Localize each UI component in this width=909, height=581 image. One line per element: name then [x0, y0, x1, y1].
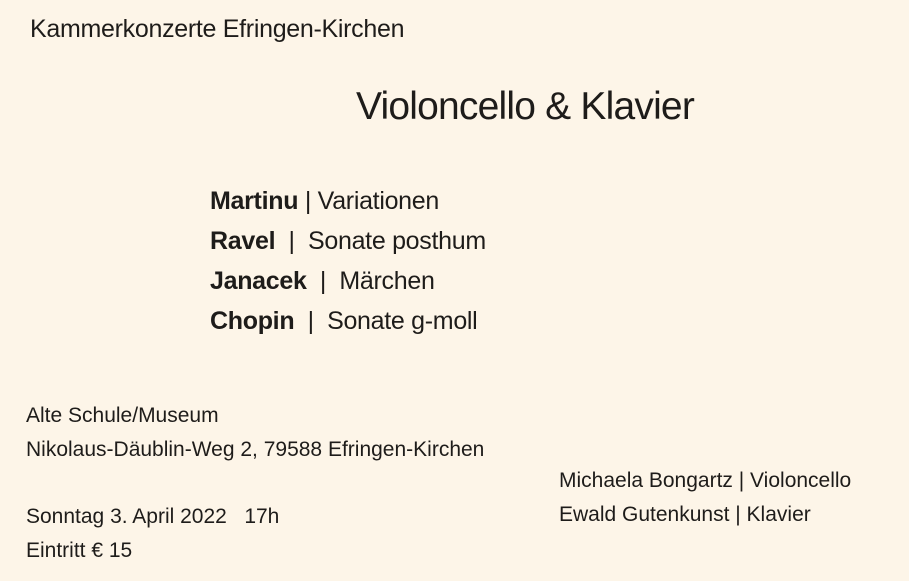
program-item — [210, 181, 486, 221]
performer-cello: Michaela Bongartz | Violoncello — [559, 469, 852, 492]
composer-name: Chopin — [210, 307, 295, 335]
event-details-block — [26, 500, 279, 568]
program-item — [210, 261, 486, 301]
performer-piano: Ewald Gutenkunst | Klavier — [559, 503, 811, 526]
concert-date: Sonntag 3. April 2022 17h — [26, 505, 280, 528]
composer-name: Martinu — [210, 187, 299, 215]
composer-name: Janacek — [210, 267, 307, 295]
work-title: Märchen — [339, 267, 435, 295]
program-separator: | — [306, 267, 340, 295]
program-list — [210, 181, 486, 341]
performers-block — [559, 464, 851, 532]
composer-name: Ravel — [210, 227, 276, 255]
work-title: Variationen — [317, 187, 439, 215]
concert-title: Violoncello & Klavier — [356, 85, 695, 128]
series-title: Kammerkonzerte Efringen-Kirchen — [30, 15, 405, 43]
program-separator: | — [298, 187, 318, 215]
venue-block — [26, 399, 484, 467]
program-item — [210, 301, 486, 341]
program-separator: | — [294, 307, 328, 335]
venue-name: Alte Schule/Museum — [26, 404, 219, 427]
work-title: Sonate g-moll — [327, 307, 478, 335]
admission-price: Eintritt € 15 — [26, 539, 133, 562]
program-item — [210, 221, 486, 261]
work-title: Sonate posthum — [308, 227, 486, 255]
program-separator: | — [275, 227, 308, 255]
venue-address: Nikolaus-Däublin-Weg 2, 79588 Efringen-Kirchen — [26, 438, 485, 461]
